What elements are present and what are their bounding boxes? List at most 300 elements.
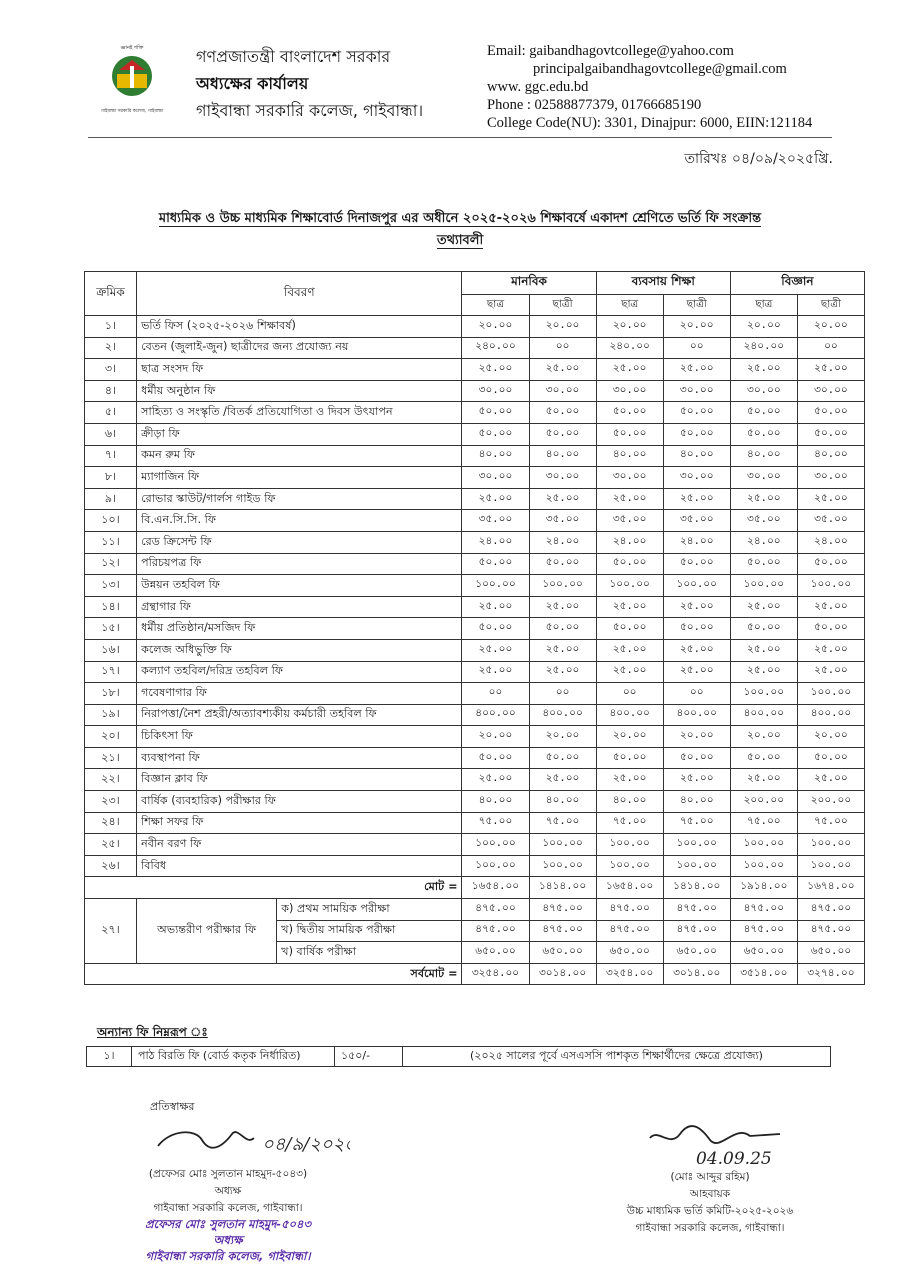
other-fees-table — [86, 1046, 831, 1067]
fee-value: ২৫.০০ — [797, 661, 864, 683]
fee-value: ৫০.০০ — [529, 618, 596, 640]
row-serial: ৯। — [85, 488, 137, 510]
fee-value: ২৫.০০ — [797, 639, 864, 661]
table-row — [85, 747, 865, 769]
row-serial: ১১। — [85, 531, 137, 553]
fee-value: ২০.০০ — [797, 316, 864, 338]
fee-value: ৩০.০০ — [462, 467, 529, 489]
fee-value: ৩০.০০ — [529, 380, 596, 402]
fee-value: ৪৭৫.০০ — [730, 920, 797, 942]
fee-value: ৪০.০০ — [529, 791, 596, 813]
page-title — [90, 208, 830, 252]
total-value: ১৬৭৪.০০ — [797, 877, 864, 899]
row-serial: ১৬। — [85, 639, 137, 661]
fee-value: ৪০.০০ — [462, 791, 529, 813]
fee-value: ২৪.০০ — [529, 531, 596, 553]
fee-value: ২৫.০০ — [462, 359, 529, 381]
fee-value: ৫০.০০ — [529, 553, 596, 575]
grand-total-value: ৩২৭৪.০০ — [797, 963, 864, 985]
grand-total-value: ৩৫১৪.০০ — [730, 963, 797, 985]
row-description: বিবিধ — [137, 855, 462, 877]
fee-value: ২০.০০ — [730, 726, 797, 748]
fee-value: ২৫.০০ — [663, 596, 730, 618]
table-row — [85, 855, 865, 877]
row-serial: ১৪। — [85, 596, 137, 618]
fee-value: ২৫.০০ — [596, 639, 663, 661]
fee-value: ৪০.০০ — [730, 445, 797, 467]
other-description: পাঠ বিরতি ফি (বোর্ড কতৃক নির্ধারিত) — [132, 1047, 335, 1067]
total-value: ১৬৫৪.০০ — [596, 877, 663, 899]
row-description: ধর্মীয় প্রতিষ্ঠান/মসজিদ ফি — [137, 618, 462, 640]
fee-value: ৬৫০.০০ — [529, 942, 596, 964]
fee-value: ২৫.০০ — [730, 359, 797, 381]
fee-value: ৩৫.০০ — [596, 510, 663, 532]
fee-value: ৪৭৫.০০ — [797, 899, 864, 921]
fee-value: ২৫.০০ — [730, 769, 797, 791]
row-serial: ৮। — [85, 467, 137, 489]
row-serial: ১৯। — [85, 704, 137, 726]
left-role: অধ্যক্ষ — [214, 1185, 242, 1197]
college-line: গাইবান্ধা সরকারি কলেজ, গাইবান্ধা। — [196, 101, 424, 120]
row-serial: ২। — [85, 337, 137, 359]
fee-value: ২০.০০ — [596, 316, 663, 338]
row-serial: ১। — [85, 316, 137, 338]
fee-value: ৭৫.০০ — [730, 812, 797, 834]
fee-value: ২০.০০ — [529, 726, 596, 748]
table-row — [85, 726, 865, 748]
other-serial: ১। — [87, 1047, 132, 1067]
stamp-org: গাইবান্ধা সরকারি কলেজ, গাইবান্ধা। — [145, 1249, 311, 1263]
fee-value: ১০০.০০ — [730, 575, 797, 597]
fee-value: ২০.০০ — [663, 726, 730, 748]
table-row — [85, 316, 865, 338]
fee-value: ২৪০.০০ — [462, 337, 529, 359]
fee-value: ৫০.০০ — [529, 747, 596, 769]
fee-value: ৫০.০০ — [596, 402, 663, 424]
fee-value: ২৫.০০ — [663, 359, 730, 381]
fee-value: ২৫.০০ — [529, 488, 596, 510]
row-description: গবেষণাগার ফি — [137, 683, 462, 705]
fee-value: ৪৭৫.০০ — [663, 899, 730, 921]
title-line-2: তথ্যাবলী — [436, 233, 484, 248]
row-description: বি.এন.সি.সি. ফি — [137, 510, 462, 532]
row-description: নিরাপত্তা/নৈশ প্রহরী/অত্যাবশ্যকীয় কর্মচারী তহবিল ফি — [137, 704, 462, 726]
fee-value: ২৫.০০ — [462, 661, 529, 683]
fee-value: ২৫.০০ — [596, 661, 663, 683]
right-handwritten-date: 04.09.25 — [696, 1149, 772, 1168]
fee-value: ৪৭৫.০০ — [663, 920, 730, 942]
fee-value: ১০০.০০ — [663, 855, 730, 877]
col-female: ছাত্রী — [797, 295, 864, 316]
total-label: মোট = — [85, 877, 462, 899]
fee-value: ২৫.০০ — [529, 359, 596, 381]
col-male: ছাত্র — [730, 295, 797, 316]
gov-line: গণপ্রজাতন্ত্রী বাংলাদেশ সরকার — [196, 47, 391, 66]
row-description: ছাত্র সংসদ ফি — [137, 359, 462, 381]
fee-value: ৫০.০০ — [730, 553, 797, 575]
fee-value: ১০০.০০ — [730, 683, 797, 705]
internal-exam-label: খ) বার্ষিক পরীক্ষা — [277, 942, 462, 964]
fee-value: ৪৭৫.০০ — [797, 920, 864, 942]
fee-value: ৪০০.০০ — [596, 704, 663, 726]
fee-value: ৫০.০০ — [663, 402, 730, 424]
left-signature — [150, 1116, 350, 1166]
left-handwritten-date: ০৪/৯/২০২৫ — [262, 1134, 350, 1155]
fee-value: ৫০.০০ — [462, 553, 529, 575]
fee-value: ৫০.০০ — [529, 402, 596, 424]
fee-value: ২৫.০০ — [663, 488, 730, 510]
total-value: ১৪১৪.০০ — [529, 877, 596, 899]
fee-value: ২৫.০০ — [596, 488, 663, 510]
row-serial: ২৩। — [85, 791, 137, 813]
row-description: উন্নয়ন তহবিল ফি — [137, 575, 462, 597]
internal-exam-label: খ) দ্বিতীয় সাময়িক পরীক্ষা — [277, 920, 462, 942]
grand-total-value: ৩২৫৪.০০ — [462, 963, 529, 985]
table-row — [85, 661, 865, 683]
fee-value: ৫০.০০ — [462, 747, 529, 769]
other-note: (২০২৫ সালের পূর্বে এসএসসি পাশকৃত শিক্ষার্থীদের ক্ষেত্রে প্রযোজ্য) — [403, 1047, 831, 1067]
fee-value: ৩৫.০০ — [663, 510, 730, 532]
fee-value: ০০ — [529, 337, 596, 359]
fee-value: ১০০.০০ — [663, 575, 730, 597]
fee-value: ৫০.০০ — [462, 402, 529, 424]
stamp-role: অধ্যক্ষ — [213, 1233, 243, 1247]
college-logo — [97, 40, 167, 118]
fee-value: ৩০.০০ — [663, 380, 730, 402]
fee-value: ২৫.০০ — [529, 639, 596, 661]
table-row — [85, 812, 865, 834]
total-value: ১৬৫৪.০০ — [462, 877, 529, 899]
row-serial: ১৩। — [85, 575, 137, 597]
row-description: রোভার স্কাউট/গার্লস গাইড ফি — [137, 488, 462, 510]
right-committee: উচ্চ মাধ্যমিক ভর্তি কমিটি-২০২৫-২০২৬ — [626, 1205, 794, 1217]
row-description: বিজ্ঞান ক্লাব ফি — [137, 769, 462, 791]
right-signature — [640, 1118, 810, 1172]
header-divider — [88, 137, 832, 138]
fee-value: ১০০.০০ — [596, 855, 663, 877]
row-serial: ২০। — [85, 726, 137, 748]
grand-total-label: সর্বমোট = — [85, 963, 462, 985]
fee-value: ২০.০০ — [663, 316, 730, 338]
group-business: ব্যবসায় শিক্ষা — [596, 272, 730, 295]
fee-value: ৫০.০০ — [730, 618, 797, 640]
col-female: ছাত্রী — [529, 295, 596, 316]
fee-value: ১০০.০০ — [730, 834, 797, 856]
fee-value: ২৪.০০ — [596, 531, 663, 553]
row-serial: ৫। — [85, 402, 137, 424]
fee-value: ৫০.০০ — [596, 747, 663, 769]
fee-value: ২৪০.০০ — [596, 337, 663, 359]
fee-value: ১০০.০০ — [529, 855, 596, 877]
table-row — [85, 575, 865, 597]
row-description: বেতন (জুলাই-জুন) ছাত্রীদের জন্য প্রযোজ্য নয় — [137, 337, 462, 359]
email-2: principalgaibandhagovtcollege@gmail.com — [533, 61, 787, 77]
fee-value: ৪৭৫.০০ — [730, 899, 797, 921]
row-serial: ২৪। — [85, 812, 137, 834]
table-row — [87, 1047, 831, 1067]
fee-value: ৫০.০০ — [596, 423, 663, 445]
fee-value: ৫০.০০ — [797, 402, 864, 424]
grand-total-value: ৩০১৪.০০ — [529, 963, 596, 985]
grand-total-value: ৩২৫৪.০০ — [596, 963, 663, 985]
fee-value: ০০ — [663, 683, 730, 705]
fee-value: ২৪.০০ — [730, 531, 797, 553]
fee-value: ২৪০.০০ — [730, 337, 797, 359]
fee-value: ২০.০০ — [596, 726, 663, 748]
row-serial: ৬। — [85, 423, 137, 445]
fee-value: ১০০.০০ — [730, 855, 797, 877]
row-serial: ১৮। — [85, 683, 137, 705]
fee-value: ৩৫.০০ — [730, 510, 797, 532]
right-org: গাইবান্ধা সরকারি কলেজ, গাইবান্ধা। — [635, 1222, 785, 1234]
fee-value: ০০ — [663, 337, 730, 359]
fee-value: ২০.০০ — [462, 726, 529, 748]
fee-value: ২৫.০০ — [730, 596, 797, 618]
fee-value: ৪০০.০০ — [663, 704, 730, 726]
row-serial: ১২। — [85, 553, 137, 575]
fee-value: ১০০.০০ — [596, 834, 663, 856]
row-serial: ২১। — [85, 747, 137, 769]
row-serial: ২২। — [85, 769, 137, 791]
fee-value: ৩৫.০০ — [797, 510, 864, 532]
fee-value: ৫০.০০ — [529, 423, 596, 445]
fee-value: ৪০.০০ — [663, 445, 730, 467]
left-name: (প্রফেসর মোঃ সুলতান মাহমুদ-৫০৪৩) — [148, 1168, 308, 1180]
table-row — [85, 596, 865, 618]
fee-value: ৪৭৫.০০ — [462, 920, 529, 942]
fee-value: ৫০.০০ — [797, 747, 864, 769]
fee-value: ২৫.০০ — [663, 639, 730, 661]
issue-date: তারিখঃ ০৪/০৯/২০২৫খ্রি. — [684, 151, 833, 167]
fee-value: ৪৭৫.০০ — [596, 920, 663, 942]
fee-value: ২৫.০০ — [797, 488, 864, 510]
fee-value: ১০০.০০ — [462, 855, 529, 877]
table-row — [85, 510, 865, 532]
fee-value: ৩৫.০০ — [462, 510, 529, 532]
row-description: বার্ষিক (ব্যবহারিক) পরীক্ষার ফি — [137, 791, 462, 813]
fee-value: ২৫.০০ — [529, 769, 596, 791]
fee-value: ২৫.০০ — [529, 596, 596, 618]
college-code: College Code(NU): 3301, Dinajpur: 6000, EIIN:121184 — [487, 115, 813, 131]
fee-value: ৫০.০০ — [663, 747, 730, 769]
table-row — [85, 445, 865, 467]
table-row — [85, 337, 865, 359]
fee-value: ২৫.০০ — [529, 661, 596, 683]
right-role: আহবায়ক — [689, 1188, 731, 1200]
website: www. ggc.edu.bd — [487, 79, 589, 95]
logo-bottom-text: গাইবান্ধা সরকারি কলেজ, গাইবান্ধা — [100, 109, 164, 114]
fee-value: ১০০.০০ — [462, 575, 529, 597]
fee-value: ৬৫০.০০ — [596, 942, 663, 964]
fee-value: ২৫.০০ — [730, 661, 797, 683]
table-row — [85, 359, 865, 381]
col-serial: ক্রমিক — [85, 272, 137, 316]
table-row — [85, 553, 865, 575]
fee-value: ৪০.০০ — [663, 791, 730, 813]
row-description: ভর্তি ফিস (২০২৫-২০২৬ শিক্ষাবর্ষ) — [137, 316, 462, 338]
row-serial: ২৫। — [85, 834, 137, 856]
table-header-row — [85, 272, 865, 295]
grand-total-row — [85, 963, 865, 985]
fee-value: ২৪.০০ — [797, 531, 864, 553]
table-row — [85, 639, 865, 661]
fee-value: ১০০.০০ — [529, 834, 596, 856]
fee-value: ৫০.০০ — [797, 618, 864, 640]
fee-value: ৫০.০০ — [596, 618, 663, 640]
fee-value: ১০০.০০ — [462, 834, 529, 856]
fee-value: ৫০.০০ — [730, 423, 797, 445]
row-serial: ৭। — [85, 445, 137, 467]
row-description: ক্রীড়া ফি — [137, 423, 462, 445]
row-serial: ২৬। — [85, 855, 137, 877]
fee-value: ২৪.০০ — [462, 531, 529, 553]
office-line: অধ্যক্ষের কার্যালয় — [196, 74, 309, 93]
table-row — [85, 467, 865, 489]
fee-value: ১০০.০০ — [797, 683, 864, 705]
total-value: ১৯১৪.০০ — [730, 877, 797, 899]
fee-value: ৩০.০০ — [596, 467, 663, 489]
title-line-1: মাধ্যমিক ও উচ্চ মাধ্যমিক শিক্ষাবোর্ড দিনাজপুর এর অধীনে ২০২৫-২০২৬ শিক্ষাবর্ষে একাদশ শ্রেণিতে ভর্তি ফি সংক্রান্ত — [158, 211, 762, 226]
group-science: বিজ্ঞান — [730, 272, 864, 295]
table-row — [85, 791, 865, 813]
fee-value: ২৫.০০ — [730, 639, 797, 661]
row-description: পরিচয়পত্র ফি — [137, 553, 462, 575]
fee-value: ৪৭৫.০০ — [529, 920, 596, 942]
fee-value: ৬৫০.০০ — [462, 942, 529, 964]
fee-value: ৭৫.০০ — [462, 812, 529, 834]
fee-value: ১০০.০০ — [596, 575, 663, 597]
row-serial: ১৫। — [85, 618, 137, 640]
fee-value: ২৫.০০ — [596, 769, 663, 791]
row-serial: ৩। — [85, 359, 137, 381]
fee-value: ২৫.০০ — [462, 769, 529, 791]
row-serial: ১০। — [85, 510, 137, 532]
fee-value: ২০০.০০ — [730, 791, 797, 813]
row-description: গ্রন্থাগার ফি — [137, 596, 462, 618]
fee-value: ৩৫.০০ — [529, 510, 596, 532]
fee-value: ৩০.০০ — [730, 380, 797, 402]
fee-value: ১০০.০০ — [797, 855, 864, 877]
internal-serial: ২৭। — [85, 899, 137, 964]
other-fees-title: অন্যান্য ফি নিম্নরূপ ঃ — [97, 1025, 208, 1039]
fee-value: ০০ — [462, 683, 529, 705]
row-serial: ১৭। — [85, 661, 137, 683]
other-amount: ১৫০/- — [335, 1047, 403, 1067]
fee-value: ২৫.০০ — [730, 488, 797, 510]
fee-value: ৫০.০০ — [663, 553, 730, 575]
fee-value: ১০০.০০ — [663, 834, 730, 856]
fee-value: ৬৫০.০০ — [797, 942, 864, 964]
phone: Phone : 02588877379, 01766685190 — [487, 97, 702, 113]
fee-value: ৩০.০০ — [596, 380, 663, 402]
row-description: সাহিত্য ও সংস্কৃতি /বিতর্ক প্রতিযোগিতা ও দিবস উৎযাপন — [137, 402, 462, 424]
row-description: কল্যাণ তহবিল/দরিদ্র তহবিল ফি — [137, 661, 462, 683]
fee-table — [84, 271, 865, 985]
fee-value: ৫০.০০ — [797, 553, 864, 575]
fee-value: ১০০.০০ — [529, 575, 596, 597]
fee-value: ৭৫.০০ — [663, 812, 730, 834]
col-male: ছাত্র — [596, 295, 663, 316]
fee-value: ৩০.০০ — [797, 467, 864, 489]
fee-value: ৭৫.০০ — [596, 812, 663, 834]
fee-value: ৫০.০০ — [462, 423, 529, 445]
right-signatory — [590, 1169, 830, 1237]
fee-value: ৪০.০০ — [529, 445, 596, 467]
row-description: ধর্মীয় অনুষ্ঠান ফি — [137, 380, 462, 402]
fee-value: ৩০.০০ — [462, 380, 529, 402]
fee-value: ৬৫০.০০ — [730, 942, 797, 964]
fee-value: ৫০.০০ — [663, 618, 730, 640]
fee-value: ৫০.০০ — [730, 402, 797, 424]
row-description: ম্যাগাজিন ফি — [137, 467, 462, 489]
table-row — [85, 423, 865, 445]
fee-value: ৫০.০০ — [596, 553, 663, 575]
fee-value: ২৫.০০ — [596, 359, 663, 381]
fee-value: ২৫.০০ — [462, 596, 529, 618]
table-row — [85, 488, 865, 510]
left-stamp — [118, 1216, 338, 1264]
fee-value: ৩০.০০ — [730, 467, 797, 489]
fee-value: ২৫.০০ — [462, 488, 529, 510]
fee-value: ৪০.০০ — [797, 445, 864, 467]
fee-value: ২০.০০ — [462, 316, 529, 338]
fee-value: ৫০.০০ — [462, 618, 529, 640]
logo-top-text: জ্ঞানই শক্তি — [120, 45, 144, 51]
internal-exam-row — [85, 899, 865, 921]
fee-value: ২০.০০ — [797, 726, 864, 748]
total-value: ১৪১৪.০০ — [663, 877, 730, 899]
table-row — [85, 618, 865, 640]
countersign-label: প্রতিস্বাক্ষর — [150, 1100, 195, 1113]
fee-value: ২৪.০০ — [663, 531, 730, 553]
fee-value: ১০০.০০ — [797, 575, 864, 597]
row-description: কলেজ অধিভুক্তি ফি — [137, 639, 462, 661]
table-row — [85, 402, 865, 424]
fee-value: ৩০.০০ — [797, 380, 864, 402]
col-female: ছাত্রী — [663, 295, 730, 316]
fee-value: ৫০.০০ — [730, 747, 797, 769]
row-description: চিকিৎসা ফি — [137, 726, 462, 748]
fee-value: ৪০০.০০ — [797, 704, 864, 726]
row-description: নবীন বরণ ফি — [137, 834, 462, 856]
total-row — [85, 877, 865, 899]
table-row — [85, 683, 865, 705]
table-row — [85, 834, 865, 856]
fee-value: ৪৭৫.০০ — [596, 899, 663, 921]
internal-exam-label: ক) প্রথম সাময়িক পরীক্ষা — [277, 899, 462, 921]
fee-value: ০০ — [529, 683, 596, 705]
left-signatory — [118, 1166, 338, 1217]
fee-value: ৩০.০০ — [529, 467, 596, 489]
row-description: কমন রুম ফি — [137, 445, 462, 467]
fee-value: ৭৫.০০ — [797, 812, 864, 834]
col-description: বিবরণ — [137, 272, 462, 316]
table-row — [85, 531, 865, 553]
grand-total-value: ৩০১৪.০০ — [663, 963, 730, 985]
fee-value: ০০ — [797, 337, 864, 359]
fee-value: ৪০.০০ — [596, 791, 663, 813]
col-male: ছাত্র — [462, 295, 529, 316]
fee-value: ৪০০.০০ — [462, 704, 529, 726]
fee-value: ৫০.০০ — [663, 423, 730, 445]
row-serial: ৪। — [85, 380, 137, 402]
fee-value: ৪০.০০ — [462, 445, 529, 467]
table-row — [85, 380, 865, 402]
row-description: রেড ক্রিসেন্ট ফি — [137, 531, 462, 553]
row-description: শিক্ষা সফর ফি — [137, 812, 462, 834]
fee-value: ০০ — [596, 683, 663, 705]
fee-value: ২৫.০০ — [596, 596, 663, 618]
